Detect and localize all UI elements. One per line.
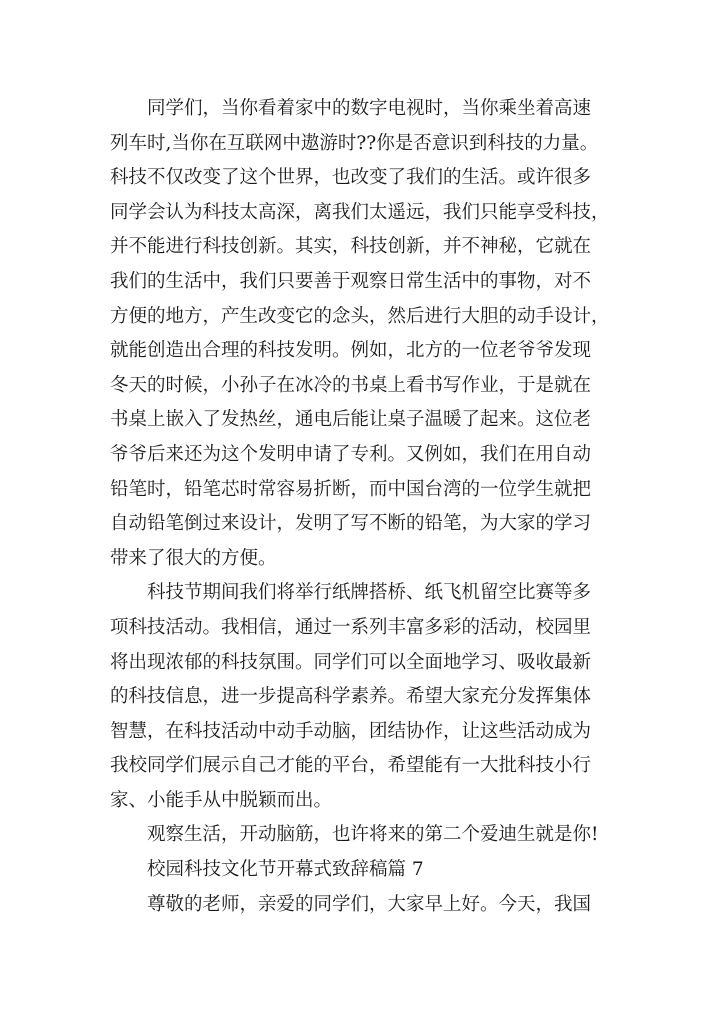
text-line: 尊敬的老师，亲爱的同学们，大家早上好。今天，我国	[147, 893, 592, 915]
text-line: 家、小能手从中脱颖而出。	[110, 789, 333, 811]
text-line: 自动铅笔倒过来设计，发明了写不断的铅笔，为大家的学习	[110, 513, 592, 535]
text-line: 并不能进行科技创新。其实，科技创新，并不神秘，它就在	[110, 236, 592, 258]
text-line: 我校同学们展示自己才能的平台，希望能有一大批科技小行	[110, 755, 592, 777]
text-line: 观察生活，开动脑筋，也许将来的第二个爱迪生就是你!	[147, 824, 599, 846]
text-line: 将出现浓郁的科技氛围。同学们可以全面地学习、吸收最新	[110, 651, 592, 673]
text-line: 书桌上嵌入了发热丝，通电后能让桌子温暖了起来。这位老	[110, 409, 592, 431]
text-line: 智慧，在科技活动中动手动脑，团结协作，让这些活动成为	[110, 720, 592, 742]
text-line: 就能创造出合理的科技发明。例如，北方的一位老爷爷发现	[110, 340, 592, 362]
text-line: 校园科技文化节开幕式致辞稿篇 7	[147, 859, 424, 881]
text-line: 科技不仅改变了这个世界，也改变了我们的生活。或许很多	[110, 167, 592, 189]
text-line: 冬天的时候，小孙子在冰冷的书桌上看书写作业，于是就在	[110, 374, 592, 396]
text-line: 项科技活动。我相信，通过一系列丰富多彩的活动，校园里	[110, 616, 592, 638]
text-line: 爷爷后来还为这个发明申请了专利。又例如，我们在用自动	[110, 443, 592, 465]
text-line: 铅笔时，铅笔芯时常容易折断，而中国台湾的一位学生就把	[110, 478, 592, 500]
document-body	[110, 92, 615, 922]
text-line: 的科技信息，进一步提高科学素养。希望大家充分发挥集体	[110, 686, 592, 708]
text-line: 科技节期间我们将举行纸牌搭桥、纸飞机留空比赛等多	[147, 582, 592, 604]
text-line: 我们的生活中，我们只要善于观察日常生活中的事物，对不	[110, 270, 592, 292]
text-line: 列车时,当你在互联网中遨游时??你是否意识到科技的力量。	[110, 132, 599, 154]
text-line: 带来了很大的方便。	[110, 547, 277, 569]
text-line: 方便的地方，产生改变它的念头，然后进行大胆的动手设计，	[110, 305, 610, 327]
text-line: 同学会认为科技太高深，离我们太遥远，我们只能享受科技，	[110, 201, 610, 223]
text-line: 同学们，当你看着家中的数字电视时，当你乘坐着高速	[147, 98, 592, 119]
